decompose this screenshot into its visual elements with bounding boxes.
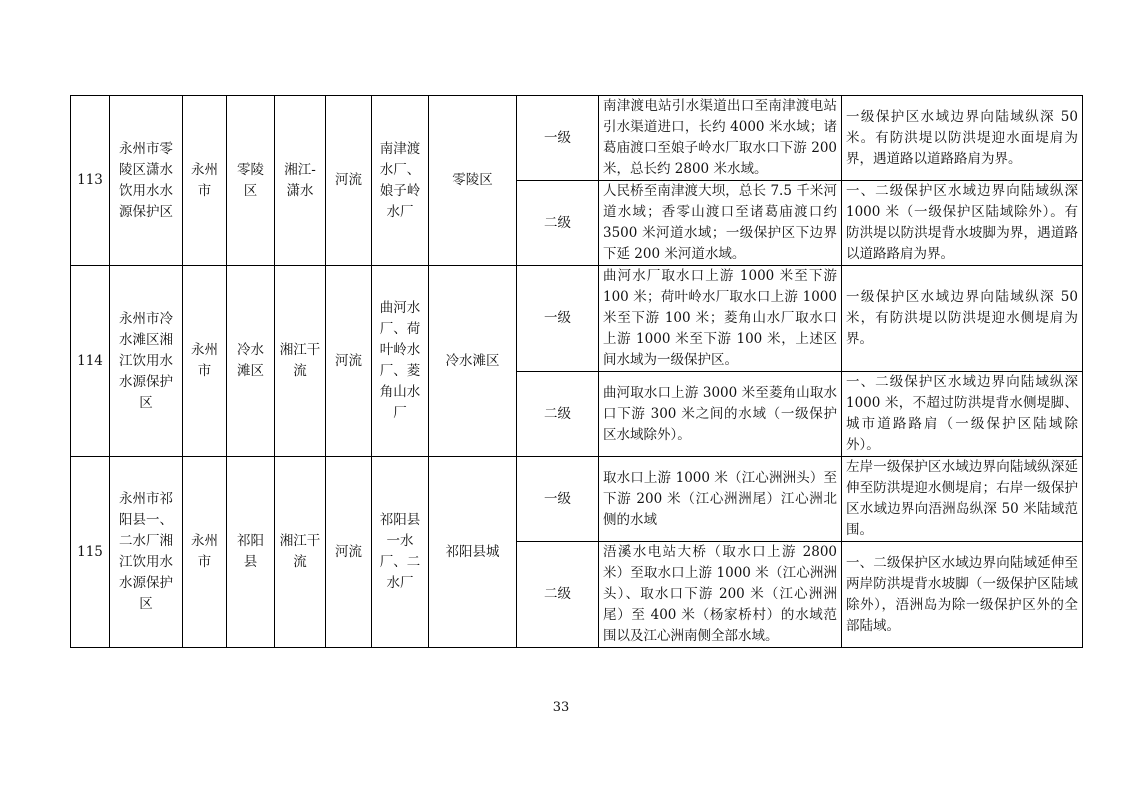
water-plant-cell: 祁阳县一水厂、二水厂: [372, 457, 429, 648]
protection-zone-table: [70, 95, 1083, 648]
county-cell: 冷水滩区: [227, 266, 275, 457]
served-area-cell: 冷水滩区: [429, 266, 517, 457]
water-type-cell: 河流: [326, 96, 372, 266]
table-row: [71, 457, 1083, 542]
city-cell: 永州市: [183, 457, 227, 648]
water-area-range: 曲河水厂取水口上游 1000 米至下游 100 米；荷叶岭水厂取水口上游 1000 米至下游 100 米；菱角山水厂取水口上游 1000 米至下游 100 米，上述区间水域为一级保护区。: [599, 266, 842, 372]
water-area-range: 取水口上游 1000 米（江心洲洲头）至下游 200 米（江心洲洲尾）江心洲北侧的水域: [599, 457, 842, 542]
river-cell: 湘江干流: [275, 266, 326, 457]
protection-area-name: 永州市祁阳县一、二水厂湘江饮用水水源保护区: [110, 457, 183, 648]
served-area-cell: 零陵区: [429, 96, 517, 266]
protection-area-name: 永州市零陵区潇水饮用水水源保护区: [110, 96, 183, 266]
city-cell: 永州市: [183, 266, 227, 457]
water-type-cell: 河流: [326, 457, 372, 648]
land-area-range: 一级保护区水域边界向陆域纵深 50 米，有防洪堤以防洪堤迎水侧堤肩为界。: [842, 266, 1083, 372]
water-area-range: 人民桥至南津渡大坝，总长 7.5 千米河道水域；香零山渡口至诸葛庙渡口约 3500 米河道水域；一级保护区下边界下延 200 米河道水域。: [599, 181, 842, 266]
land-area-range: 一级保护区水域边界向陆域纵深 50 米。有防洪堤以防洪堤迎水面堤肩为界，遇道路以道路路肩为界。: [842, 96, 1083, 181]
row-number: 114: [71, 266, 110, 457]
zone-level: 二级: [517, 372, 599, 457]
protection-area-name: 永州市冷水滩区湘江饮用水水源保护区: [110, 266, 183, 457]
land-area-range: 一、二级保护区水域边界向陆域纵深 1000 米（一级保护区陆域除外）。有防洪堤以防洪堤背水坡脚为界，遇道路以道路路肩为界。: [842, 181, 1083, 266]
zone-level: 二级: [517, 181, 599, 266]
water-type-cell: 河流: [326, 266, 372, 457]
zone-level: 一级: [517, 266, 599, 372]
page-number: 33: [552, 700, 570, 715]
county-cell: 祁阳县: [227, 457, 275, 648]
city-cell: 永州市: [183, 96, 227, 266]
river-cell: 湘江-潇水: [275, 96, 326, 266]
water-area-range: 浯溪水电站大桥（取水口上游 2800 米）至取水口上游 1000 米（江心洲洲头）、取水口下游 200 米（江心洲洲尾）至 400 米（杨家桥村）的水域范围以及江心洲南侧全部水域。: [599, 542, 842, 648]
water-plant-cell: 曲河水厂、荷叶岭水厂、菱角山水厂: [372, 266, 429, 457]
zone-level: 一级: [517, 457, 599, 542]
county-cell: 零陵区: [227, 96, 275, 266]
table-row: [71, 266, 1083, 372]
land-area-range: 左岸一级保护区水域边界向陆域纵深延伸至防洪堤迎水侧堤肩；右岸一级保护区水域边界向浯洲岛纵深 50 米陆域范围。: [842, 457, 1083, 542]
land-area-range: 一、二级保护区水域边界向陆域纵深 1000 米，不超过防洪堤背水侧堤脚、城市道路路肩（一级保护区陆域除外）。: [842, 372, 1083, 457]
land-area-range: 一、二级保护区水域边界向陆域延伸至两岸防洪堤背水坡脚（一级保护区陆域除外），浯洲岛为除一级保护区外的全部陆域。: [842, 542, 1083, 648]
zone-level: 一级: [517, 96, 599, 181]
water-plant-cell: 南津渡水厂、娘子岭水厂: [372, 96, 429, 266]
river-cell: 湘江干流: [275, 457, 326, 648]
row-number: 113: [71, 96, 110, 266]
water-area-range: 南津渡电站引水渠道出口至南津渡电站引水渠道进口，长约 4000 米水域；诸葛庙渡口至娘子岭水厂取水口下游 200 米，总长约 2800 米水域。: [599, 96, 842, 181]
zone-level: 二级: [517, 542, 599, 648]
water-area-range: 曲河取水口上游 3000 米至菱角山取水口下游 300 米之间的水域（一级保护区水域除外）。: [599, 372, 842, 457]
served-area-cell: 祁阳县城: [429, 457, 517, 648]
table-row: [71, 96, 1083, 181]
row-number: 115: [71, 457, 110, 648]
